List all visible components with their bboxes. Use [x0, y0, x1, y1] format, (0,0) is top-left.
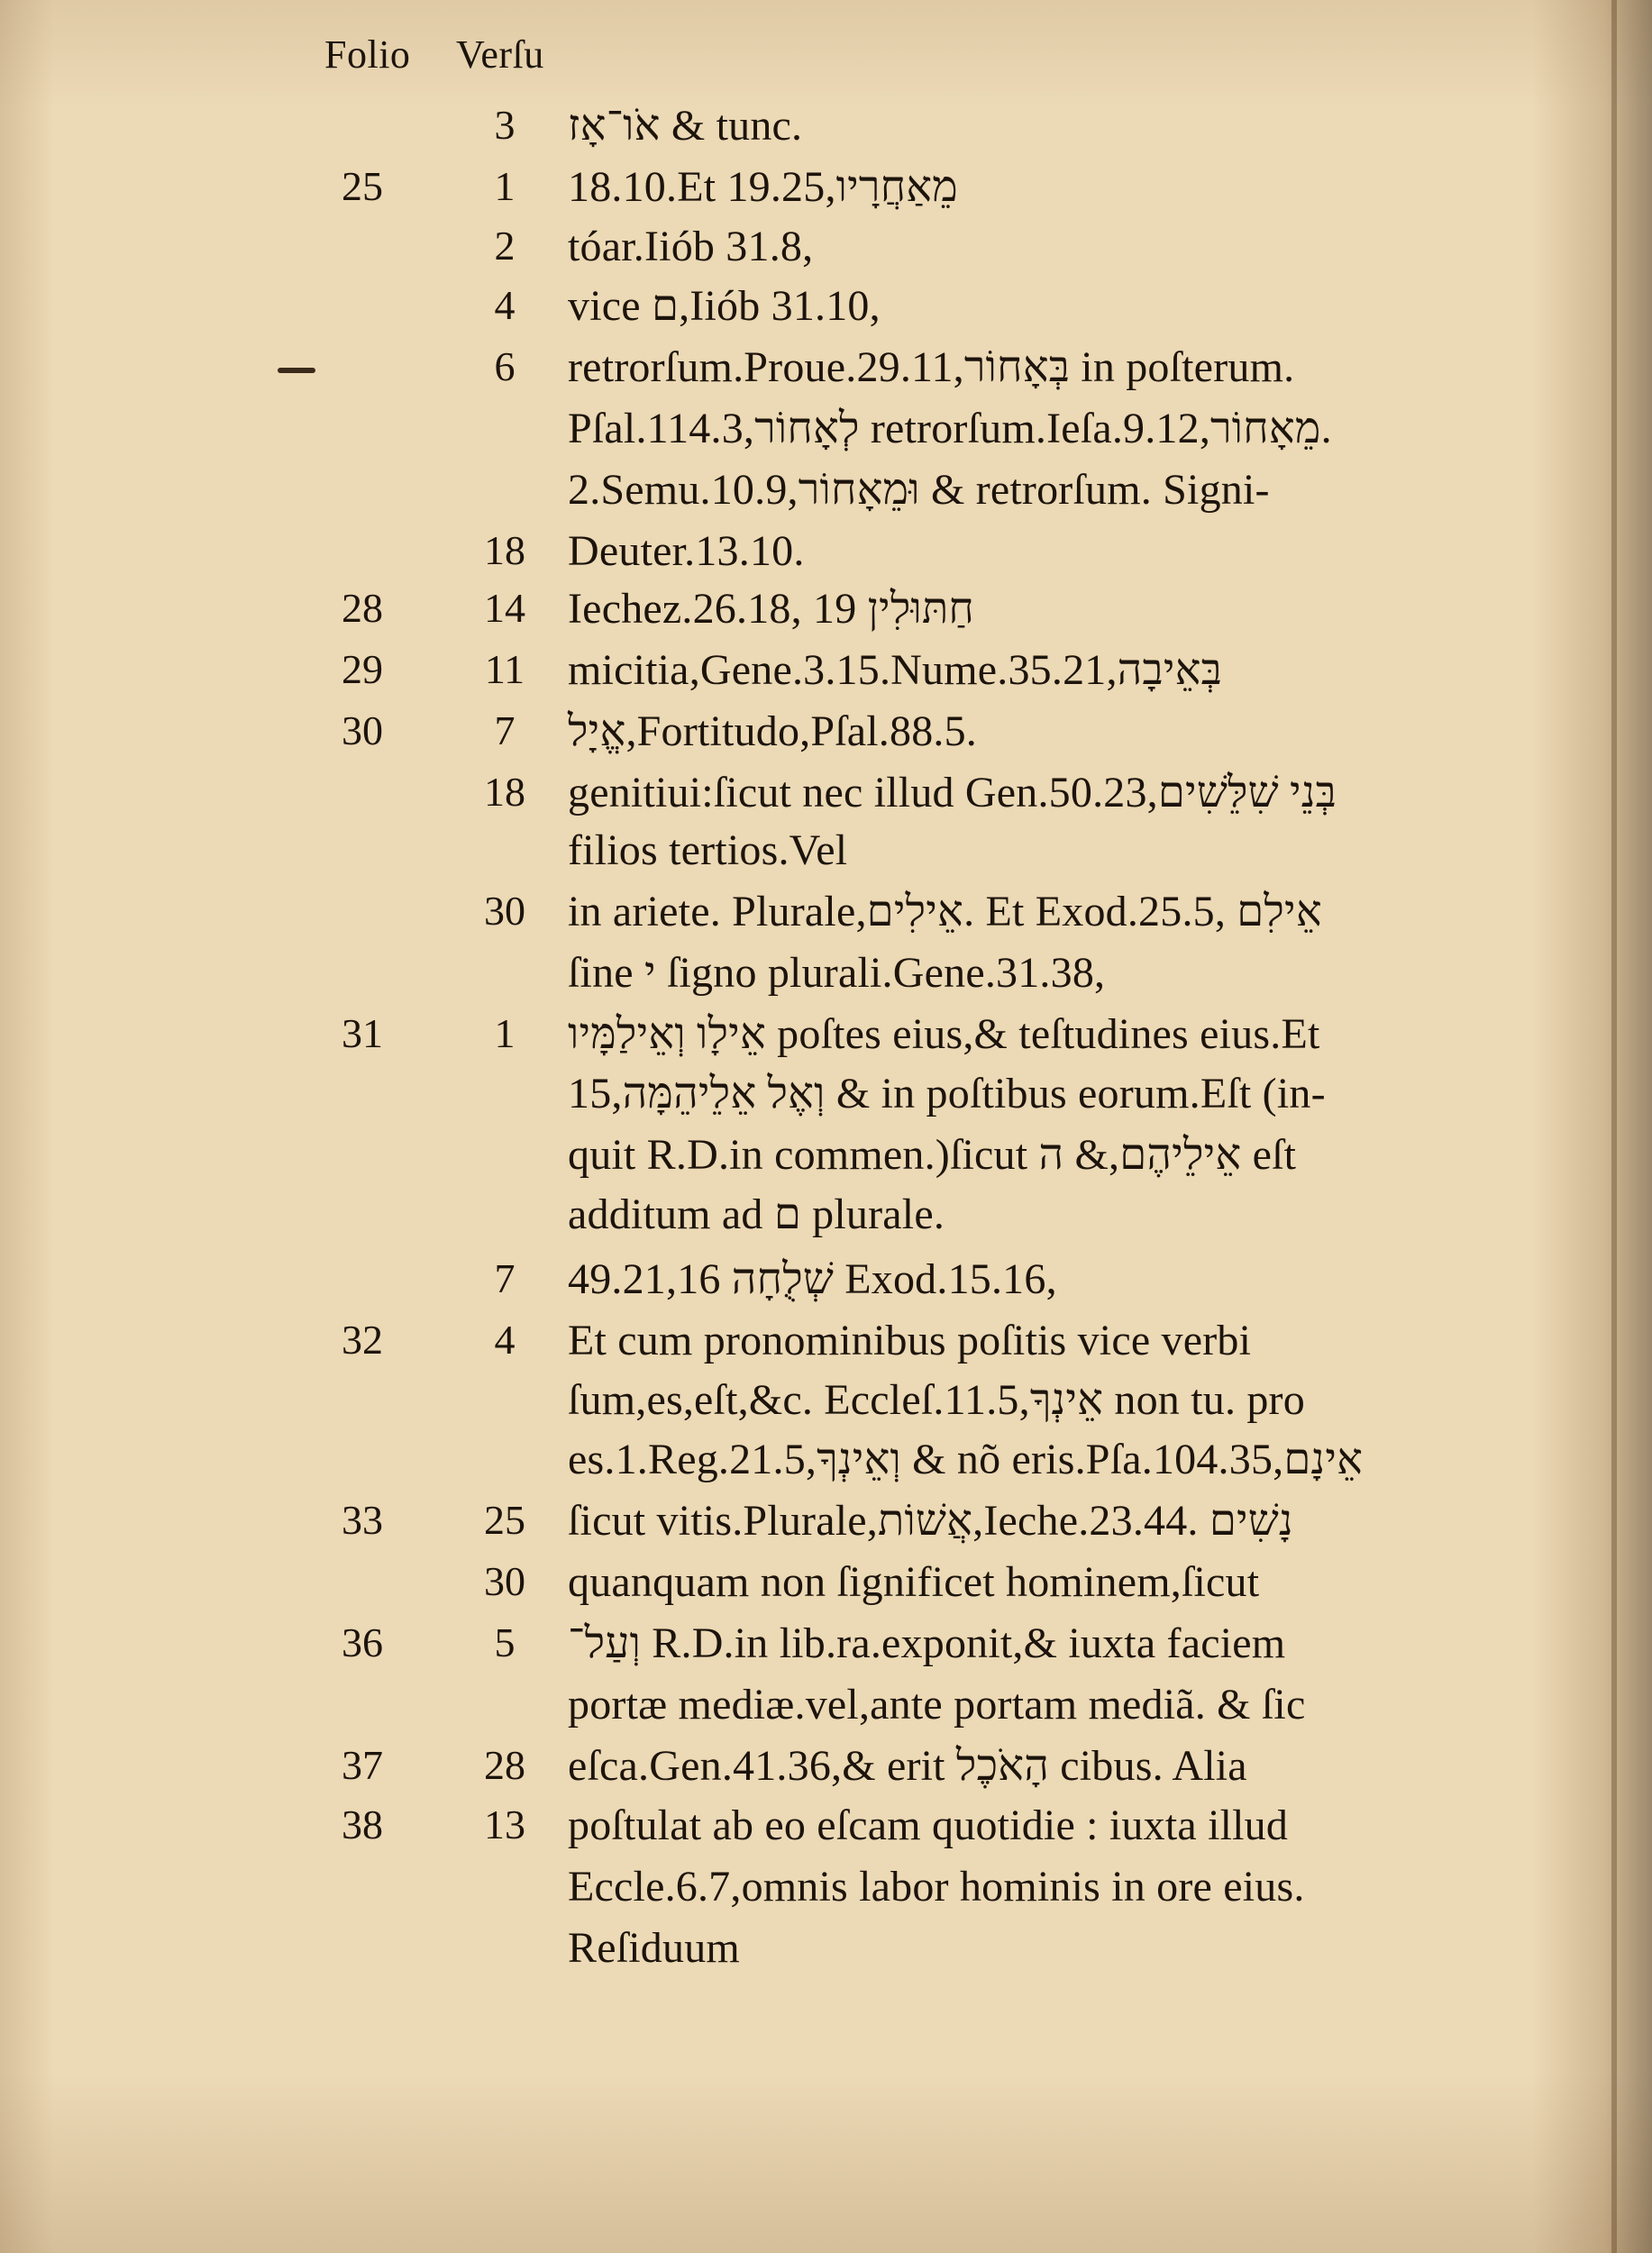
folio-number: 29: [342, 646, 383, 692]
errata-row: [0, 1801, 1652, 1858]
errata-row: [0, 1130, 1652, 1188]
folio-number: 33: [342, 1497, 383, 1543]
errata-row: [0, 1254, 1652, 1312]
folio-number: 38: [342, 1801, 383, 1847]
versu-number: 11: [484, 646, 525, 692]
versu-number: 1: [494, 1010, 516, 1056]
entry-text: 49.21,שְׁלֻחָה 16 Exod.15.16,: [568, 1255, 1057, 1303]
entry-text: quit R.D.in commen.)ſicut אֵילֵיהֶם,& ה eſt: [568, 1131, 1297, 1179]
errata-row: [0, 101, 1652, 159]
folio-number: 36: [342, 1619, 383, 1665]
versu-number: 7: [494, 1255, 516, 1301]
versu-number: 4: [494, 1317, 516, 1363]
entry-text: Iechez.26.18, 19 חַתּוּלִין: [568, 585, 975, 633]
folio-number: 31: [342, 1010, 383, 1056]
entry-text: אֹו־אָז & tunc.: [568, 102, 803, 150]
errata-row: [0, 1741, 1652, 1799]
errata-row: [0, 1496, 1652, 1554]
entry-text: tóar.Iiób 31.8,: [568, 223, 814, 270]
entry-text: additum ad ם plurale.: [568, 1190, 945, 1238]
entry-text: in ariete. Plurale,אֵילִים. Et Exod.25.5, אֵילִם: [568, 888, 1322, 935]
entry-text: poſtulat ab eo eſcam quotidie : iuxta illud: [568, 1801, 1289, 1849]
entry-text: Deuter.13.10.: [568, 527, 805, 575]
entry-text: אֱיָל,Fortitudo,Pſal.88.5.: [568, 707, 978, 755]
errata-row: [0, 162, 1652, 220]
errata-row: [0, 1557, 1652, 1615]
errata-row: [0, 1680, 1652, 1738]
errata-row: [0, 1619, 1652, 1676]
entry-text: Pſal.114.3,לְאָחוֹר retrorſum.Ieſa.9.12,מֵאָחוֹר.: [568, 405, 1332, 452]
versu-number: 2: [494, 223, 516, 269]
errata-row: [0, 948, 1652, 1006]
errata-row: [0, 1009, 1652, 1067]
entry-text: Et cum pronominibus poſitis vice verbi: [568, 1317, 1252, 1364]
versu-number: 7: [494, 707, 516, 753]
entry-text: 2.Semu.10.9,וּמֵאָחוֹר & retrorſum. Signi-: [568, 466, 1270, 514]
versu-number: 5: [494, 1619, 516, 1665]
versu-number: 4: [494, 282, 516, 328]
entry-text: ſum,es,eſt,&c. Eccleſ.11.5,אֵינְךָ non tu. pro: [568, 1376, 1305, 1424]
entry-text: genitiui:ſicut nec illud Gen.50.23,בְּנֵי שִׁלֵּשִׁים: [568, 769, 1337, 816]
versu-number: 25: [484, 1497, 525, 1543]
versu-number: 6: [494, 343, 516, 389]
entry-text: micitia,Gene.3.15.Nume.35.21,בְּאֵיבָה: [568, 646, 1222, 694]
errata-row: [0, 825, 1652, 883]
errata-row: [0, 1190, 1652, 1247]
errata-row: [0, 1862, 1652, 1920]
column-header-folio: Folio: [324, 32, 411, 77]
errata-row: [0, 1375, 1652, 1433]
errata-row: [0, 1316, 1652, 1373]
errata-row: [0, 281, 1652, 339]
entry-text: 15,וְאֶל אֵלֵיהֵמָּה & in poſtibus eorum.Eſt (in-: [568, 1070, 1326, 1117]
entry-text: eſca.Gen.41.36,& erit הָאֹכֶל cibus. Alia: [568, 1742, 1247, 1790]
entry-text: es.1.Reg.21.5,וְאֵינְךָ & nõ eris.Pſa.104.35,אֵינָם: [568, 1436, 1364, 1483]
entry-text: vice ם,Iiób 31.10,: [568, 282, 881, 330]
errata-row: [0, 465, 1652, 523]
errata-row: [0, 887, 1652, 944]
entry-text: quanquam non ſignificet hominem,ſicut: [568, 1558, 1260, 1606]
versu-number: 3: [494, 102, 516, 148]
errata-row: [0, 645, 1652, 703]
folio-number: 28: [342, 585, 383, 631]
errata-row: [0, 584, 1652, 642]
errata-row: [0, 404, 1652, 461]
entry-text: ſicut vitis.Plurale,אֲשׁוֹת,Ieche.23.44. נָשִׁים: [568, 1497, 1293, 1545]
versu-number: 13: [484, 1801, 525, 1847]
versu-number: 28: [484, 1742, 525, 1788]
versu-number: 1: [494, 163, 516, 209]
folio-number: 30: [342, 707, 383, 753]
versu-number: 30: [484, 1558, 525, 1604]
versu-number: 14: [484, 585, 525, 631]
entry-text: ſine י ſigno plurali.Gene.31.38,: [568, 949, 1106, 997]
errata-row: [0, 526, 1652, 584]
folio-number: 25: [342, 163, 383, 209]
entry-text: 18.10.Et 19.25,מֵאַחֲרָיו: [568, 163, 958, 211]
errata-row: [0, 707, 1652, 764]
errata-row: [0, 1069, 1652, 1126]
entry-text: portæ mediæ.vel,ante portam mediã. & ſic: [568, 1681, 1306, 1729]
errata-row: [0, 1435, 1652, 1492]
versu-number: 18: [484, 527, 525, 573]
entry-text: Reſiduum: [568, 1924, 740, 1972]
column-header-versu: Verſu: [456, 32, 544, 77]
errata-row: [0, 342, 1652, 400]
folio-number: 32: [342, 1317, 383, 1363]
entry-text: וְעַל־ R.D.in lib.ra.exponit,& iuxta faciem: [568, 1619, 1286, 1667]
entry-text: retrorſum.Proue.29.11,בְּאָחוֹר in poſterum.: [568, 343, 1295, 391]
versu-number: 30: [484, 888, 525, 934]
errata-row: [0, 222, 1652, 279]
folio-number: 37: [342, 1742, 383, 1788]
errata-row: [0, 768, 1652, 825]
entry-text: אֵילָו וְאֵילַמָּיו poſtes eius,& teſtudines eius.Et: [568, 1010, 1320, 1058]
entry-text: Eccle.6.7,omnis labor hominis in ore eius.: [568, 1863, 1305, 1911]
versu-number: 18: [484, 769, 525, 815]
entry-text: filios tertios.Vel: [568, 826, 848, 874]
errata-row: [0, 1923, 1652, 1981]
